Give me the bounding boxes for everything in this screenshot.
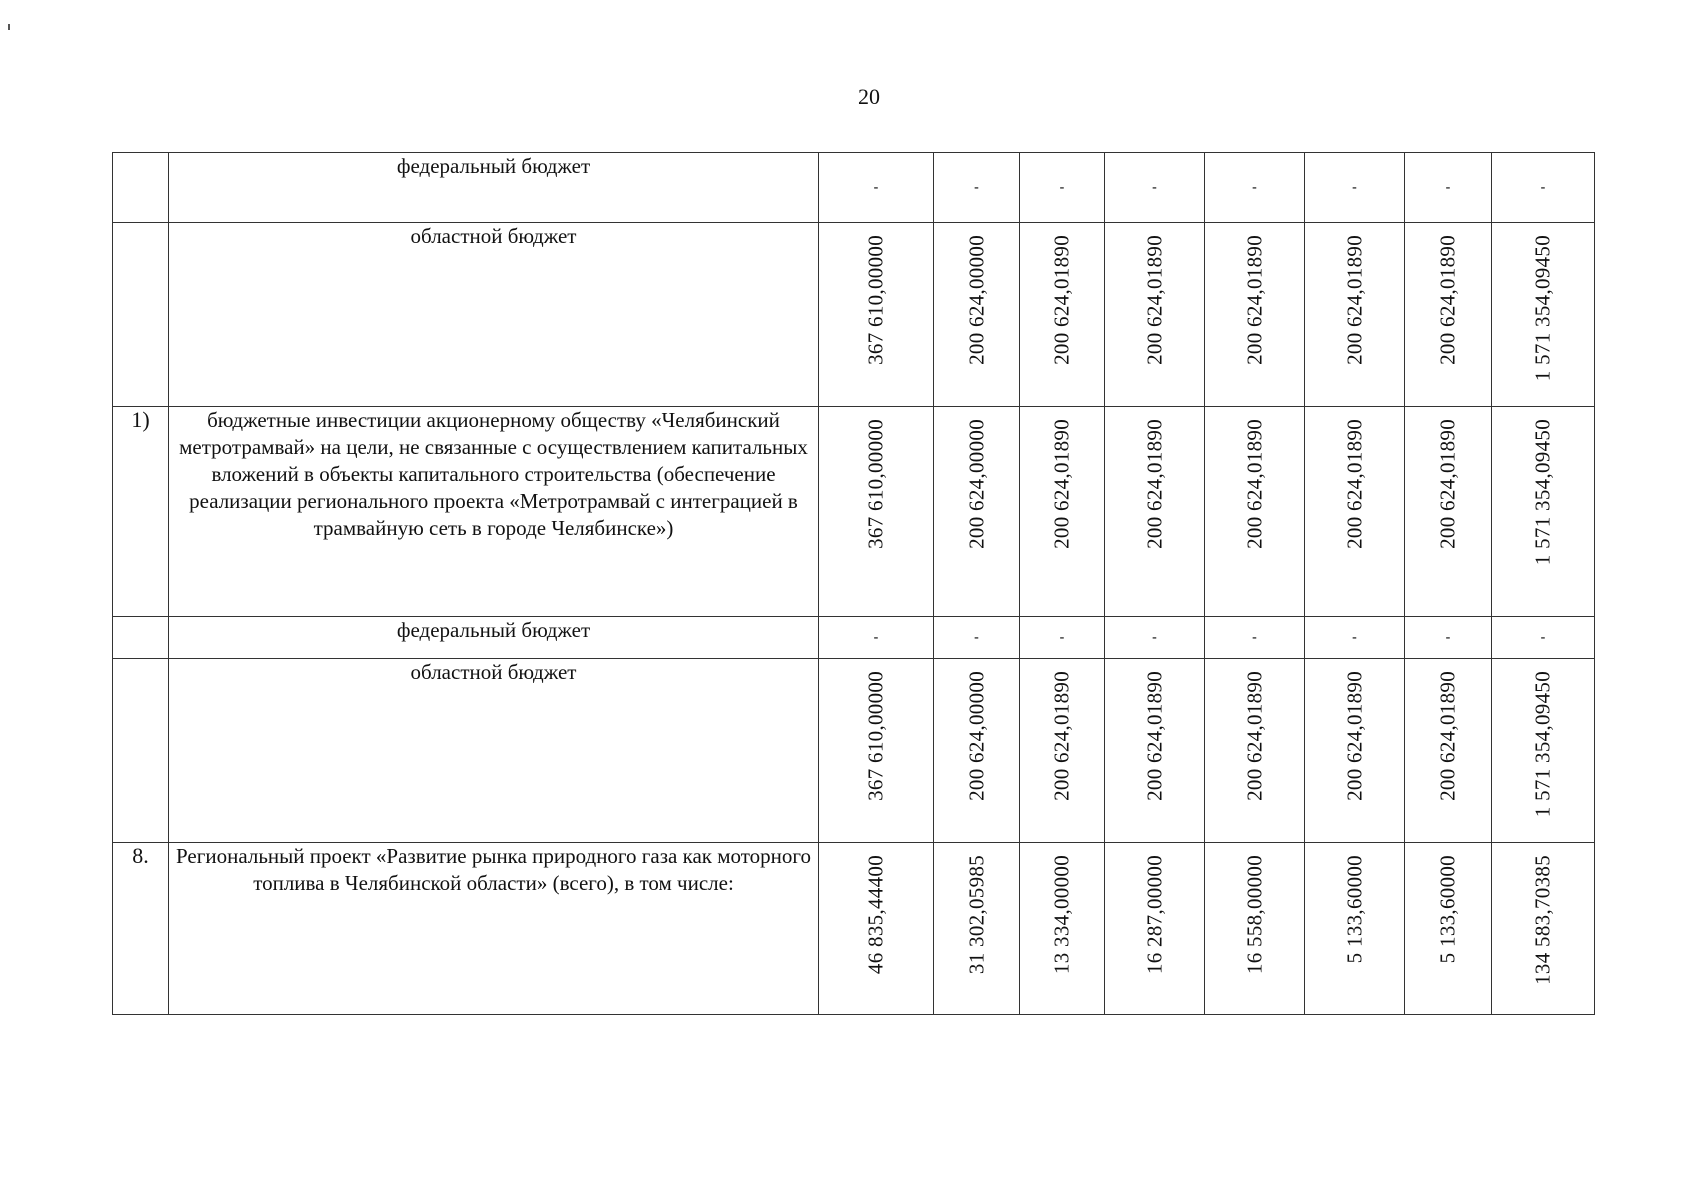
row-description: Региональный проект «Развитие рынка природного газа как моторного топлива в Челябинской области» (всего), в том числе: [176, 844, 811, 895]
value-cell [1492, 617, 1595, 659]
table-row [113, 659, 1595, 843]
amount-value: 367 610,00000 [863, 235, 888, 365]
table-row [113, 843, 1595, 1015]
empty-value-dash: - [1445, 629, 1451, 645]
amount-value: 200 624,01890 [1435, 419, 1460, 549]
amount-value: 200 624,01890 [1242, 419, 1266, 549]
value-cell [1105, 223, 1205, 407]
empty-value-dash: - [1252, 179, 1257, 195]
row-description: федеральный бюджет [396, 154, 591, 178]
amount-value: 200 624,01890 [1435, 235, 1460, 365]
value-cell [934, 223, 1020, 407]
row-number-cell [113, 223, 169, 407]
row-description-cell [169, 407, 819, 617]
amount-value: 200 624,01890 [1342, 671, 1366, 801]
value-cell [1492, 407, 1595, 617]
value-cell [1205, 617, 1305, 659]
table-row [113, 407, 1595, 617]
value-cell [934, 407, 1020, 617]
value-cell [1020, 843, 1105, 1015]
row-number-cell [113, 153, 169, 223]
amount-value: 16 558,00000 [1242, 855, 1266, 975]
row-description-cell [169, 617, 819, 659]
value-cell [934, 843, 1020, 1015]
row-description-cell [169, 223, 819, 407]
amount-value: 367 610,00000 [863, 419, 888, 549]
row-description: областной бюджет [410, 224, 577, 248]
value-cell [934, 153, 1020, 223]
value-cell [1405, 223, 1492, 407]
value-cell [1105, 153, 1205, 223]
value-cell [1020, 153, 1105, 223]
amount-value: 200 624,01890 [1049, 671, 1074, 801]
empty-value-dash: - [1540, 629, 1546, 645]
value-cell [1492, 223, 1595, 407]
amount-value: 200 624,00000 [964, 419, 988, 549]
amount-value: 200 624,01890 [1435, 671, 1460, 801]
amount-value: 200 624,00000 [964, 235, 988, 365]
value-cell [934, 659, 1020, 843]
table-row [113, 617, 1595, 659]
amount-value: 200 624,01890 [1049, 419, 1074, 549]
value-cell [819, 659, 934, 843]
amount-value: 200 624,01890 [1142, 671, 1166, 801]
row-description-cell [169, 843, 819, 1015]
value-cell [1205, 223, 1305, 407]
value-cell [1405, 659, 1492, 843]
value-cell [1305, 659, 1405, 843]
amount-value: 13 334,00000 [1049, 855, 1074, 975]
amount-value: 367 610,00000 [863, 671, 888, 801]
value-cell [819, 407, 934, 617]
amount-value: 200 624,01890 [1342, 235, 1366, 365]
row-number-cell [113, 617, 169, 659]
amount-value: 46 835,44400 [863, 855, 888, 975]
amount-value: 16 287,00000 [1142, 855, 1166, 975]
row-number-cell [113, 407, 169, 617]
value-cell [1305, 223, 1405, 407]
row-description: бюджетные инвестиции акционерному обществу «Челябинский метротрамвай» на цели, не связанные с осуществлением капитальных вложений в объекты капитального строительства (обеспечение реализации регионального проекта «Метротрамвай с интеграцией в трамвайную сеть в городе Челябинске») [179, 408, 808, 540]
empty-value-dash: - [873, 179, 879, 195]
empty-value-dash: - [974, 179, 979, 195]
amount-value: 31 302,05985 [964, 855, 988, 975]
value-cell [1105, 617, 1205, 659]
value-cell [1105, 843, 1205, 1015]
value-cell [1020, 659, 1105, 843]
amount-value: 134 583,70385 [1530, 855, 1555, 985]
amount-value: 200 624,01890 [1342, 419, 1366, 549]
value-cell [1305, 407, 1405, 617]
value-cell [1205, 659, 1305, 843]
value-cell [819, 223, 934, 407]
value-cell [819, 617, 934, 659]
amount-value: 200 624,01890 [1242, 671, 1266, 801]
value-cell [1020, 223, 1105, 407]
row-number: 1) [131, 407, 150, 432]
empty-value-dash: - [1059, 629, 1065, 645]
amount-value: 200 624,01890 [1142, 419, 1166, 549]
value-cell [1020, 617, 1105, 659]
value-cell [1492, 843, 1595, 1015]
row-number-cell [113, 843, 169, 1015]
value-cell [1405, 843, 1492, 1015]
amount-value: 200 624,01890 [1142, 235, 1166, 365]
value-cell [1205, 407, 1305, 617]
scan-artifact [8, 24, 10, 30]
value-cell [1305, 153, 1405, 223]
value-cell [1105, 659, 1205, 843]
empty-value-dash: - [974, 629, 979, 645]
amount-value: 1 571 354,09450 [1530, 419, 1555, 566]
empty-value-dash: - [1252, 629, 1257, 645]
value-cell [1205, 153, 1305, 223]
row-number: 8. [132, 843, 149, 868]
amount-value: 5 133,60000 [1435, 855, 1460, 964]
value-cell [1492, 153, 1595, 223]
amount-value: 200 624,01890 [1049, 235, 1074, 365]
value-cell [819, 153, 934, 223]
table-row [113, 153, 1595, 223]
empty-value-dash: - [1152, 629, 1157, 645]
empty-value-dash: - [1540, 179, 1546, 195]
amount-value: 200 624,01890 [1242, 235, 1266, 365]
value-cell [1305, 843, 1405, 1015]
value-cell [1405, 617, 1492, 659]
value-cell [934, 617, 1020, 659]
budget-table [112, 152, 1595, 1015]
value-cell [1305, 617, 1405, 659]
value-cell [1020, 407, 1105, 617]
value-cell [1105, 407, 1205, 617]
row-description: федеральный бюджет [396, 618, 591, 642]
row-number-cell [113, 659, 169, 843]
empty-value-dash: - [1352, 629, 1357, 645]
row-description: областной бюджет [410, 660, 577, 684]
empty-value-dash: - [873, 629, 879, 645]
empty-value-dash: - [1445, 179, 1451, 195]
value-cell [1492, 659, 1595, 843]
empty-value-dash: - [1352, 179, 1357, 195]
amount-value: 1 571 354,09450 [1530, 235, 1555, 382]
row-description-cell [169, 659, 819, 843]
value-cell [1405, 153, 1492, 223]
table-row [113, 223, 1595, 407]
empty-value-dash: - [1152, 179, 1157, 195]
amount-value: 5 133,60000 [1342, 855, 1366, 964]
amount-value: 1 571 354,09450 [1530, 671, 1555, 818]
value-cell [1205, 843, 1305, 1015]
amount-value: 200 624,00000 [964, 671, 988, 801]
empty-value-dash: - [1059, 179, 1065, 195]
value-cell [819, 843, 934, 1015]
page-number: 20 [858, 84, 880, 109]
value-cell [1405, 407, 1492, 617]
row-description-cell [169, 153, 819, 223]
